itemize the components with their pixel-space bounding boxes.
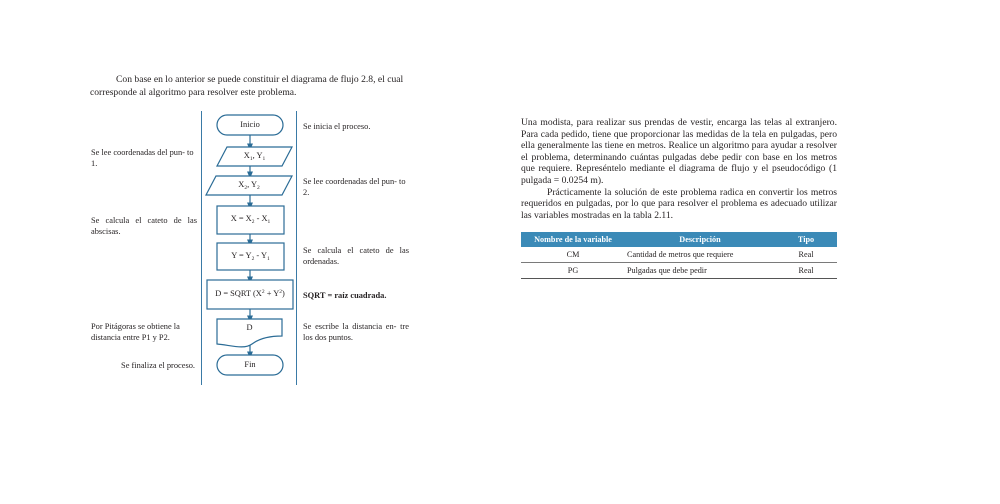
table-header-type: Tipo: [775, 232, 837, 247]
intro-paragraph: [90, 74, 412, 99]
variables-table: [521, 232, 837, 279]
table-header-row: [521, 232, 837, 247]
note-write-distance: Se escribe la distancia en- tre los dos puntos.: [303, 322, 409, 342]
process-d-label: D = SQRT $(X^2 + Y^2)$: [215, 289, 285, 298]
note-calc-ordenadas: Se calcula el cateto de las ordenadas.: [303, 246, 409, 266]
input-1-label: $X_1$, $Y_1$: [243, 151, 266, 162]
table-cell-description: Pulgadas que debe pedir: [625, 263, 775, 279]
note-read-point-2: Se lee coordenadas del pun- to 2.: [303, 177, 406, 197]
problem-paragraph: Una modista, para realizar sus prendas de vestir, encarga las telas al extranjero. Para cada pedido, tiene que proporcionar las medidas de la tela en pulgadas, pero ella generalmente las tiene en metros. Realice un algoritmo para ayudar a resolver el problema, determinando cuántas pulgadas debe pedir con base en los metros que requiere. Represéntelo mediante el diagrama de flujo y el pseudocódigo (1 pulgada = 0.0254 m).: [521, 117, 837, 186]
terminal-inicio-label: Inicio: [240, 120, 260, 129]
flowchart: [200, 110, 300, 385]
problem-text: [521, 117, 837, 221]
solution-paragraph: [521, 187, 837, 222]
note-sqrt: SQRT = raíz cuadrada.: [303, 291, 387, 300]
table-cell-name: PG: [521, 263, 625, 279]
table-header-name: Nombre de la variable: [521, 232, 625, 247]
note-calc-abscisas: Se calcula el cateto de las abscisas.: [91, 216, 197, 236]
table-cell-description: Cantidad de metros que requiere: [625, 247, 775, 263]
terminal-fin-label: Fin: [244, 360, 256, 369]
solution-text: Prácticamente la solución de este problema radica en convertir los metros requeridos en pulgadas, por lo que para resolver el problema es adecuado utilizar las variables mostradas en la tabla 2.11.: [521, 186, 837, 221]
table-cell-type: Real: [775, 247, 837, 263]
table-header-description: Descripción: [625, 232, 775, 247]
intro-text: Con base en lo anterior se puede constituir el diagrama de flujo 2.8, el cual corresponde al algoritmo para resolver este problema.: [90, 74, 404, 98]
note-read-point-1: Se lee coordenadas del pun- to 1.: [91, 148, 194, 168]
note-fin: Se finaliza el proceso.: [121, 361, 195, 370]
note-pitagoras: Por Pitágoras se obtiene la distancia entre P1 y P2.: [91, 322, 180, 342]
note-inicio: Se inicia el proceso.: [303, 122, 371, 131]
table-row: [521, 247, 837, 263]
process-x-label: $X = X_2 - X_1$: [230, 214, 271, 225]
input-2-label: $X_2$, $Y_2$: [238, 180, 260, 191]
table-cell-type: Real: [775, 263, 837, 279]
table-row: [521, 263, 837, 279]
output-document-label: D: [246, 323, 253, 332]
table-cell-name: CM: [521, 247, 625, 263]
process-y-label: $Y = Y_2 - Y_1$: [231, 251, 270, 262]
